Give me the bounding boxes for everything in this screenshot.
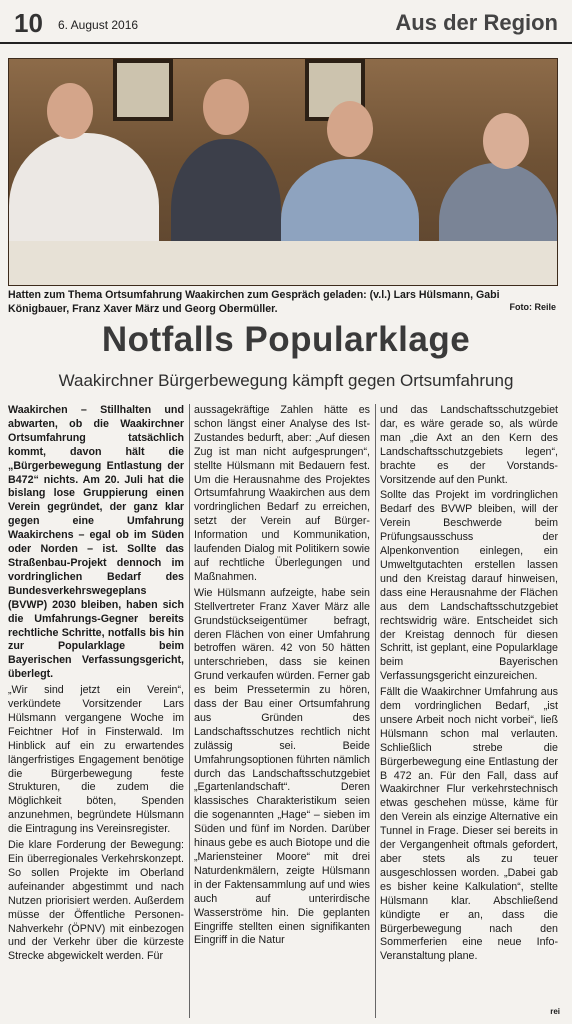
section-title: Aus der Region <box>395 10 558 35</box>
article-column-2 <box>194 404 370 1018</box>
body-paragraph: „Wir sind jetzt ein Verein“, verkündete Vorsitzender Lars Hülsmann vergangene Woche im Feichtner Hof in Finsterwald. Im Hinblick auf ein zu erwartendes längerfristiges Engagement benötige die Bürgerbewegung feste Strukturen, die zudem die Möglichkeit böten, Spenden anzunehmen, begründete Hülsmann die Eintragung ins Vereinsregister. <box>8 684 184 836</box>
page-number: 10 <box>14 8 43 38</box>
subheadline: Waakirchner Bürgerbewegung kämpft gegen Ortsumfahrung <box>58 371 514 390</box>
column-divider <box>189 404 190 1018</box>
face <box>483 113 529 169</box>
body-paragraph: Sollte das Projekt im vordringlichen Bedarf des BVWP bleiben, will der Verein Beschwerde beim Prüfungsausschuss der Alpenkonvention einlegen, ein Umweltgutachten erstellen lassen und den Kreistag darauf hinweisen, dass eine Herausnahme der Flächen aus dem Landschaftsschutzgebiet rechtswidrig wäre. Entscheidet sich der Kreistag dennoch für diesen Schritt, ist geplant, eine Popularklage beim Bayerischen Verfassungsgericht einzureichen. <box>380 489 558 683</box>
face <box>203 79 249 135</box>
article-photo <box>8 58 558 286</box>
issue-date: 6. August 2016 <box>58 18 139 32</box>
article-column-1 <box>8 404 184 1018</box>
lead-paragraph: Waakirchen – Stillhalten und abwarten, ob die Waakirchner Ortsumfahrung tatsächlich kommt, davon hält die „Bürgerbewegung Entlastung der B472“ nichts. Am 20. Juli hat die bislang lose Gruppierung einen Verein gegründet, der ganz klar gegen eine Umfahrung Waakirchens – egal ob im Süden oder Norden – ist. Sollte das Straßenbau-Projekt dennoch im vordringlichen Bedarf des Bundesverkehrswegeplans (BVWP) 2030 bleiben, haben sich die Umfahrungs-Gegner bereits rechtliche Schritte, notfalls bis hin zur Popularklage beim Bayerischen Verfassungsgericht, überlegt. <box>8 404 184 681</box>
photo-credit: Foto: Reile <box>509 302 556 312</box>
table <box>9 241 557 285</box>
body-paragraph: Wie Hülsmann aufzeigte, habe sein Stellvertreter Franz Xaver März alle Grundstückseigentümer befragt, deren Flächen von einer Umfahrung betroffen wären. 42 von 50 hätten unterschrieben, dass sie keinen Grund verkaufen würden. Ferner gab es beim Pressetermin zu hören, dass der Bau einer Ortsumfahrung aus Gründen des Landschaftsschutzes rechtlich nicht zulässig sei. Beide Umfahrungsoptionen führten nämlich durch das Landschaftsschutzgebiet „Egartenlandschaft“. Deren klassisches Charakteristikum seien die sogenannten „Hage“ – sieben im Süden und fünf im Norden. Darüber hinaus gebe es auch Biotope und die „Mariensteiner Moore“ mit drei Naturdenkmälern, zeigte Hülsmann in der Faktensammlung auf und wies auch auf unterirdische Wasserströme hin. Die geplanten Eingriffe stellten einen signifikanten Eingriff in die Natur <box>194 586 370 947</box>
face <box>327 101 373 157</box>
article-column-3 <box>380 404 558 1018</box>
wall-portrait <box>113 59 173 121</box>
body-paragraph: und das Landschaftsschutzgebiet dar, es wäre gerade so, als würde man „die Axt an den Kern des Landschaftsschutzgebiets legen“, brachte es der Vorstands-Vorsitzende auf den Punkt. <box>380 404 558 486</box>
author-signature: rei <box>550 1007 560 1016</box>
body-paragraph: Die klare Forderung der Bewegung: Ein überregionales Verkehrskonzept. So sollen Projekte im Oberland aufeinander abgestimmt und nach Nutzen priorisiert werden. Außerdem müsse der Öffentliche Personen-Nahverkehr (ÖPNV) mit einbezogen und der Verkehr über die kürzeste Strecke abgewickelt werden. Für <box>8 839 184 963</box>
face <box>47 83 93 139</box>
column-divider <box>375 404 376 1018</box>
body-paragraph: Fällt die Waakirchner Umfahrung aus dem vordringlichen Bedarf, „ist unsere Arbeit noch nicht vorbei“, ließ Hülsmann schon mal verlauten. Schließlich strebe die Bürgerbewegung eine Entlastung der B 472 an. Für den Fall, dass auf Waakirchner Flur verkehrstechnisch etwas geschehen müsse, käme für den Verein als einzige Alternative ein Tunnel in Frage. Dieser sei bereits in der Vergangenheit oftmals gefordert, aber stets als zu teuer ausgeschlossen worden. „Dabei gab es bisher keine Kalkulation“, stellte Hülsmann klar. Abschließend kündigte er an, dass die Bürgerbewegung nach den Sommerferien eine neue Info-Veranstaltung plane. <box>380 686 558 963</box>
body-paragraph: aussagekräftige Zahlen hätte es schon längst einer Analyse des Ist-Zustandes bedurft, aber: „Auf diesen Zug ist man nicht aufgesprungen“, stellte Hülsmann mit Bedauern fest. Um die Herausnahme des Projektes Ortsumfahrung Waakirchen aus dem vordringlichen Bedarf zu erreichen, setzt der Verein auf Bürger-Information und Kommunikation, laufenden Dialog mit Politikern sowie auf rechtliche Überlegungen und Maßnahmen. <box>194 404 370 583</box>
photo-caption: Hatten zum Thema Ortsumfahrung Waakirchen zum Gespräch geladen: (v.l.) Lars Hülsmann, Gabi Königbauer, Franz Xaver März und Georg Obermüller. <box>8 289 500 315</box>
page-header <box>0 0 572 44</box>
headline: Notfalls Popularklage <box>101 320 471 359</box>
